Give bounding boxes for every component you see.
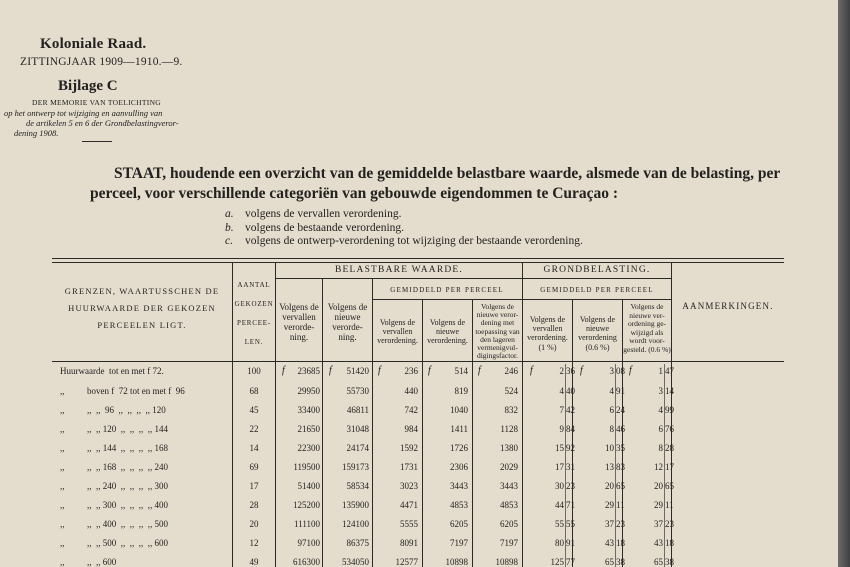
gemiddeld-gb-rule (523, 299, 671, 300)
cell-g-toepassing: 10898 (495, 557, 518, 567)
cell-gb3-dec: 76 (665, 424, 674, 434)
cell-bw-nieuwe: 24174 (346, 443, 369, 453)
cell-g-vervallen: 12577 (395, 557, 418, 567)
table-header-rule (52, 361, 784, 362)
cell-bw-nieuwe: 55730 (346, 386, 369, 396)
cell-bw-vervallen: 125200 (293, 500, 320, 510)
cell-gb1-dec: 84 (566, 424, 575, 434)
header-line: GRENZEN, WAARTUSSCHEN DE (64, 286, 220, 296)
cell-aantal: 68 (249, 386, 259, 396)
council-title: Koloniale Raad. (40, 36, 147, 52)
cell-gb1-int: 9 (559, 424, 564, 434)
cell-g-toepassing: 4853 (500, 500, 518, 510)
cell-gb3-int: 8 (658, 443, 663, 453)
cell-g-vervallen: 742 (404, 405, 418, 415)
header-gb-nieuwe: Volgens de nieuwe verordening (0.6 %) (578, 315, 617, 352)
cell-gb3-dec: 65 (665, 481, 674, 491)
cell-g-nieuwe: 819 (454, 386, 468, 396)
cell-g-vervallen: 984 (404, 424, 418, 434)
cell-g-nieuwe: 514 (454, 366, 468, 376)
cell-gb2-int: 13 (605, 462, 614, 472)
cell-gb2-dec: 23 (616, 519, 625, 529)
cell-gb1-dec: 36 (566, 366, 575, 376)
cell-bw-nieuwe: 46811 (346, 405, 369, 415)
cell-bw-vervallen: 23685 (297, 366, 320, 376)
florin-sign: f (428, 365, 431, 376)
option-letter: c. (225, 235, 233, 247)
header-aantal (233, 276, 275, 352)
cell-gb1-dec: 23 (566, 481, 575, 491)
description-line: op het ontwerp tot wijziging en aanvulling van (4, 108, 163, 118)
cell-gb2-dec: 65 (616, 481, 625, 491)
cell-g-toepassing: 1128 (500, 424, 518, 434)
florin-sign: f (478, 365, 481, 376)
header-bw-g-nieuwe: Volgens de nieuwe verordening. (427, 318, 468, 346)
session-year: ZITTINGJAAR 1909—1910.—9. (20, 56, 183, 68)
florin-sign: f (378, 365, 381, 376)
cell-bw-vervallen: 21650 (297, 424, 320, 434)
florin-sign: f (580, 365, 583, 376)
cell-g-vervallen: 5555 (400, 519, 418, 529)
cell-aantal: 100 (247, 366, 261, 376)
decimal-divider (565, 364, 566, 567)
cell-gb1-int: 7 (559, 405, 564, 415)
cell-g-toepassing: 832 (504, 405, 518, 415)
cell-bw-nieuwe: 124100 (342, 519, 369, 529)
cell-bw-nieuwe: 159173 (342, 462, 369, 472)
cell-gb2-int: 29 (605, 500, 614, 510)
cell-gb2-dec: 83 (616, 462, 625, 472)
gemiddeld-bw-rule (372, 299, 522, 300)
cell-bw-vervallen: 29950 (297, 386, 320, 396)
cell-gb2-int: 6 (609, 405, 614, 415)
cell-gb3-dec: 99 (665, 405, 674, 415)
row-label: ,, ,, ,, 400 ,, ,, ,, ,, 500 (60, 519, 168, 529)
statement-heading (90, 164, 815, 204)
cell-bw-vervallen: 33400 (297, 405, 320, 415)
cell-bw-vervallen: 22300 (297, 443, 320, 453)
cell-bw-nieuwe: 135900 (342, 500, 369, 510)
header-grondbelasting: GRONDBELASTING. (543, 265, 651, 275)
cell-aantal: 69 (249, 462, 259, 472)
header-divider (82, 141, 112, 142)
header-aanmerkingen: AANMERKINGEN. (682, 301, 774, 311)
cell-gb1-dec: 91 (566, 538, 575, 548)
statement-line: STAAT, houdende een overzicht van de gemiddelde belastbare waarde, alsmede van de belasting, per (114, 165, 781, 182)
cell-g-toepassing: 524 (504, 386, 518, 396)
cell-gb3-dec: 18 (665, 538, 674, 548)
cell-bw-vervallen: 111100 (294, 519, 320, 529)
florin-sign: f (282, 365, 285, 376)
cell-gb2-int: 43 (605, 538, 614, 548)
cell-gb1-dec: 92 (566, 443, 575, 453)
option-item (225, 235, 583, 249)
description-line: dening 1908. (14, 128, 59, 138)
cell-gb3-dec: 11 (665, 500, 674, 510)
cell-gb3-dec: 38 (665, 557, 674, 567)
row-label: ,, ,, ,, 500 ,, ,, ,, ,, 600 (60, 538, 168, 548)
cell-g-toepassing: 7197 (500, 538, 518, 548)
option-item (225, 222, 583, 236)
option-letter: b. (225, 221, 234, 234)
option-text: volgens de bestaande verordening. (245, 221, 405, 234)
header-bw-vervallen: Volgens de vervallen verorde- ning. (279, 302, 319, 342)
cell-g-toepassing: 2029 (500, 462, 518, 472)
belastbare-rule (276, 278, 522, 279)
cell-gb3-dec: 17 (665, 462, 674, 472)
cell-bw-vervallen: 616300 (293, 557, 320, 567)
cell-bw-nieuwe: 31048 (346, 424, 369, 434)
cell-gb1-int: 30 (555, 481, 564, 491)
header-line: GEKOZEN (234, 300, 274, 308)
cell-gb3-int: 65 (654, 557, 663, 567)
cell-gb3-int: 4 (658, 405, 663, 415)
cell-bw-vervallen: 51400 (297, 481, 320, 491)
cell-g-toepassing: 246 (504, 366, 518, 376)
option-text: volgens de ontwerp-verordening tot wijziging der bestaande verordening. (245, 235, 583, 247)
header-bw-g-toepassing: Volgens de nieuwe veror- dening met toepassing van den lageren vermenigvul- digingsfactor. (475, 302, 520, 361)
cell-aantal: 45 (249, 405, 259, 415)
header-grenzen (54, 283, 230, 334)
cell-aantal: 22 (249, 424, 259, 434)
row-label: ,, ,, ,, 96 ,, ,, ,, ,, 120 (60, 405, 166, 415)
cell-gb3-int: 43 (654, 538, 663, 548)
cell-gb1-int: 55 (555, 519, 564, 529)
cell-gb3-int: 37 (654, 519, 663, 529)
cell-bw-vervallen: 97100 (297, 538, 320, 548)
header-line: LEN. (244, 338, 264, 346)
options-list (225, 208, 583, 249)
cell-gb1-int: 80 (555, 538, 564, 548)
cell-bw-nieuwe: 86375 (346, 538, 369, 548)
row-label: ,, boven f 72 tot en met f 96 (60, 386, 185, 396)
cell-g-toepassing: 1380 (500, 443, 518, 453)
cell-gb2-int: 37 (605, 519, 614, 529)
cell-g-nieuwe: 6205 (450, 519, 468, 529)
cell-aantal: 17 (249, 481, 259, 491)
cell-g-nieuwe: 10898 (445, 557, 468, 567)
page-edge (838, 0, 850, 567)
row-label: ,, ,, ,, 120 ,, ,, ,, ,, 144 (60, 424, 168, 434)
cell-aantal: 14 (249, 443, 259, 453)
cell-bw-nieuwe: 51420 (346, 366, 369, 376)
cell-g-nieuwe: 4853 (450, 500, 468, 510)
decimal-divider (664, 364, 665, 567)
row-label: ,, ,, ,, 240 ,, ,, ,, ,, 300 (60, 481, 168, 491)
cell-gb3-int: 20 (654, 481, 663, 491)
cell-gb1-dec: 42 (566, 405, 575, 415)
cell-g-vervallen: 1731 (400, 462, 418, 472)
cell-g-nieuwe: 1726 (450, 443, 468, 453)
cell-g-vervallen: 8091 (400, 538, 418, 548)
cell-aantal: 49 (249, 557, 259, 567)
cell-gb3-int: 12 (654, 462, 663, 472)
description-line: de artikelen 5 en 6 der Grondbelastingveror- (26, 118, 179, 128)
option-letter: a. (225, 208, 234, 220)
decimal-divider (615, 364, 616, 567)
header-bw-g-vervallen: Volgens de vervallen verordening. (377, 318, 418, 346)
cell-gb3-int: 29 (654, 500, 663, 510)
cell-gb2-int: 4 (609, 386, 614, 396)
cell-gb2-dec: 24 (616, 405, 625, 415)
cell-gb3-dec: 47 (665, 366, 674, 376)
memorie-label: DER MEMORIE VAN TOELICHTING (32, 98, 162, 107)
cell-gb2-int: 3 (609, 366, 614, 376)
header-line: HUURWAARDE DER GEKOZEN (68, 303, 216, 313)
florin-sign: f (629, 365, 632, 376)
table-top-rule (52, 258, 784, 263)
cell-gb1-int: 125 (550, 557, 564, 567)
row-label: ,, ,, ,, 168 ,, ,, ,, ,, 240 (60, 462, 168, 472)
cell-gb2-int: 20 (605, 481, 614, 491)
cell-g-nieuwe: 2306 (450, 462, 468, 472)
cell-gb1-dec: 31 (566, 462, 575, 472)
option-item (225, 208, 583, 222)
cell-gb2-dec: 46 (616, 424, 625, 434)
cell-g-nieuwe: 7197 (450, 538, 468, 548)
cell-g-toepassing: 3443 (500, 481, 518, 491)
header-gemiddeld-bw: GEMIDDELD PER PERCEEL (390, 286, 504, 294)
cell-gb1-dec: 55 (566, 519, 575, 529)
cell-aantal: 28 (249, 500, 259, 510)
cell-g-vervallen: 4471 (400, 500, 418, 510)
col-divider (522, 263, 523, 567)
header-gemiddeld-gb: GEMIDDELD PER PERCEEL (540, 286, 654, 294)
appendix-title: Bijlage C (58, 78, 118, 94)
cell-bw-nieuwe: 58534 (346, 481, 369, 491)
cell-g-vervallen: 440 (404, 386, 418, 396)
cell-gb2-int: 65 (605, 557, 614, 567)
header-gb-vervallen: Volgens de vervallen verordening. (1 %) (527, 315, 568, 352)
cell-gb2-dec: 08 (616, 366, 625, 376)
cell-g-vervallen: 1592 (400, 443, 418, 453)
cell-gb3-int: 6 (658, 424, 663, 434)
cell-g-vervallen: 236 (404, 366, 418, 376)
cell-gb2-int: 10 (605, 443, 614, 453)
florin-sign: f (530, 365, 533, 376)
cell-g-toepassing: 6205 (500, 519, 518, 529)
cell-gb2-dec: 91 (616, 386, 625, 396)
cell-gb3-dec: 23 (665, 519, 674, 529)
row-label: ,, ,, ,, 600 (60, 557, 117, 567)
cell-gb1-dec: 77 (566, 557, 575, 567)
header-line: AANTAL (237, 281, 271, 289)
cell-gb3-dec: 14 (665, 386, 674, 396)
row-label: ,, ,, ,, 144 ,, ,, ,, ,, 168 (60, 443, 168, 453)
statement-line: perceel, voor verschillende categoriën van gebouwde eigendommen te Curaçao : (90, 185, 619, 202)
cell-g-nieuwe: 1411 (450, 424, 468, 434)
cell-gb2-dec: 18 (616, 538, 625, 548)
cell-gb1-dec: 71 (566, 500, 575, 510)
header-line: PERCEE- (237, 319, 271, 327)
cell-g-nieuwe: 3443 (450, 481, 468, 491)
header-belastbare-waarde: BELASTBARE WAARDE. (334, 265, 464, 275)
cell-gb3-dec: 28 (665, 443, 674, 453)
cell-aantal: 12 (249, 538, 259, 548)
cell-gb2-dec: 38 (616, 557, 625, 567)
option-text: volgens de vervallen verordening. (245, 208, 402, 220)
grondbelasting-rule (523, 278, 671, 279)
cell-gb1-int: 4 (559, 386, 564, 396)
cell-g-nieuwe: 1040 (450, 405, 468, 415)
cell-g-vervallen: 3023 (400, 481, 418, 491)
header-gb-gewijzigd: Volgens de nieuwe ver- ordening ge- wijzigd als wordt voor- gesteld. (0.6 %) (623, 302, 671, 354)
cell-gb1-dec: 40 (566, 386, 575, 396)
cell-gb2-int: 8 (609, 424, 614, 434)
cell-gb1-int: 2 (559, 366, 564, 376)
cell-gb1-int: 17 (555, 462, 564, 472)
cell-bw-vervallen: 119500 (293, 462, 320, 472)
cell-bw-nieuwe: 534050 (342, 557, 369, 567)
cell-gb1-int: 44 (555, 500, 564, 510)
row-label: ,, ,, ,, 300 ,, ,, ,, ,, 400 (60, 500, 168, 510)
cell-gb2-dec: 35 (616, 443, 625, 453)
header-bw-nieuwe: Volgens de nieuwe verorde- ning. (327, 302, 368, 342)
appendix-description (4, 108, 204, 138)
florin-sign: f (329, 365, 332, 376)
cell-aantal: 20 (249, 519, 259, 529)
cell-gb1-int: 15 (555, 443, 564, 453)
cell-gb3-int: 3 (658, 386, 663, 396)
header-line: PERCEELEN LIGT. (97, 320, 187, 330)
cell-gb3-int: 1 (658, 366, 663, 376)
row-label: Huurwaarde tot en met f 72. (60, 366, 164, 376)
cell-gb2-dec: 11 (616, 500, 625, 510)
